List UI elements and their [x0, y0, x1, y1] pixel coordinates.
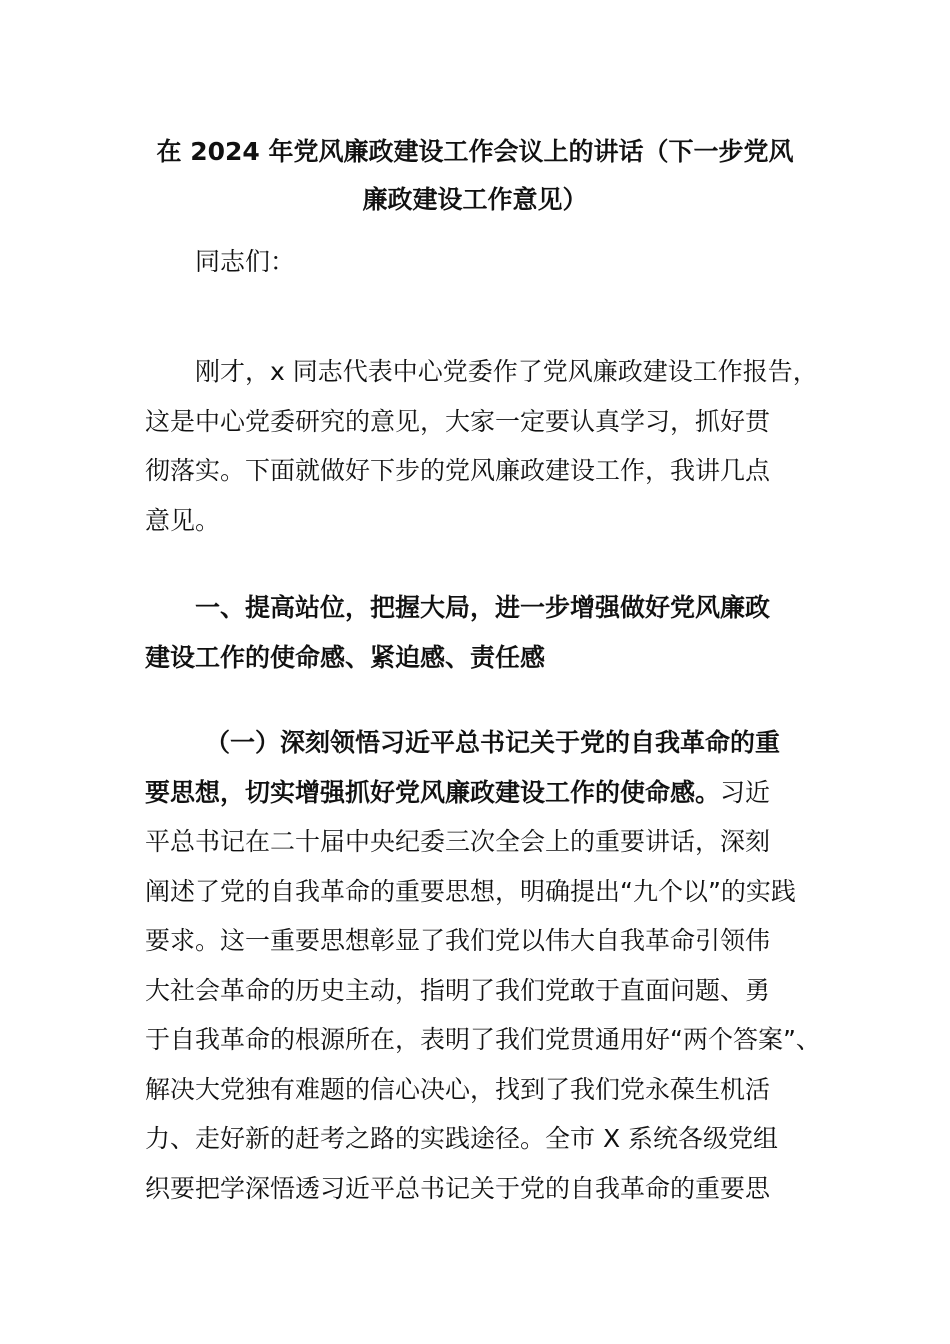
subsection-heading-line-1: （一）深刻领悟习近平总书记关于党的自我革命的重	[205, 728, 781, 757]
greeting-text: 同志们：	[195, 247, 296, 276]
document-title	[140, 128, 810, 224]
body-line: 力、走好新的赶考之路的实践途径。全市 X 系统各级党组	[145, 1124, 779, 1153]
subsection-line-2	[145, 768, 835, 818]
body-line: 平总书记在二十届中央纪委三次全会上的重要讲话，深刻	[145, 827, 771, 856]
section-heading-line-1: 一、提高站位，把握大局，进一步增强做好党风廉政	[195, 593, 771, 622]
intro-line-3: 彻落实。下面就做好下步的党风廉政建设工作，我讲几点	[145, 456, 771, 485]
greeting-paragraph	[145, 237, 835, 287]
body-line: 阐述了党的自我革命的重要思想，明确提出“九个以”的实践	[145, 876, 796, 906]
section-heading-line-2: 建设工作的使命感、紧迫感、责任感	[145, 642, 546, 672]
intro-line-4: 意见。	[145, 505, 221, 535]
intro-line-2: 这是中心党委研究的意见，大家一定要认真学习，抓好贯	[145, 406, 771, 436]
body-line: 织要把学深悟透习近平总书记关于党的自我革命的重要思	[145, 1173, 771, 1203]
section-heading	[145, 583, 835, 682]
body-line: 要求。这一重要思想彰显了我们党以伟大自我革命引领伟	[145, 926, 771, 955]
body-line: 于自我革命的根源所在，表明了我们党贯通用好“两个答案”、	[145, 1025, 821, 1054]
subsection-paragraph	[145, 718, 835, 1213]
subsection-heading-line-2: 要思想，切实增强抓好党风廉政建设工作的使命感。	[145, 777, 721, 807]
body-line: 解决大党独有难题的信心决心，找到了我们党永葆生机活	[145, 1074, 771, 1104]
intro-line-1: 刚才，x 同志代表中心党委作了党风廉政建设工作报告，	[195, 357, 818, 386]
title-line-2: 廉政建设工作意见）	[362, 185, 588, 214]
body-line: 大社会革命的历史主动，指明了我们党敢于直面问题、勇	[145, 975, 771, 1005]
title-line-1: 在 2024 年党风廉政建设工作会议上的讲话（下一步党风	[156, 137, 794, 166]
intro-paragraph	[145, 347, 835, 545]
subsection-line-2-tail: 习近	[720, 777, 771, 807]
